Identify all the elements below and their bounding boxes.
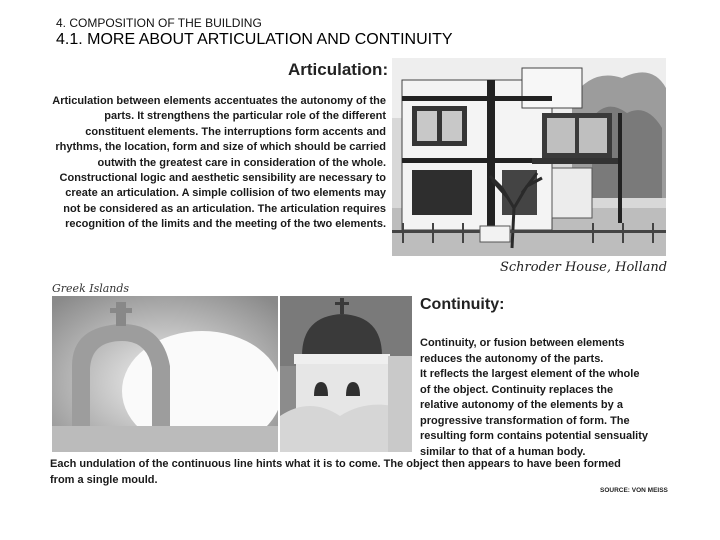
continuity-line: reduces the autonomy of the parts. — [420, 352, 604, 365]
greek-islands-caption: Greek Islands — [52, 282, 130, 295]
schroder-house-photo — [392, 58, 666, 256]
source-note: SOURCE: VON MEISS — [600, 487, 668, 494]
continuity-line: It reflects the largest element of the whole — [420, 368, 640, 380]
continuity-line: of the object. Continuity replaces the — [420, 383, 614, 396]
continuity-line: Continuity, or fusion between elements — [420, 337, 625, 349]
continuity-line: progressive transformation of form. The — [420, 414, 630, 427]
greek-arch-photo — [52, 296, 278, 452]
articulation-text: Articulation between elements accentuates the autonomy of the parts. It strengthens the particular role of the different constituent elements. The interruptions form accents and rhythms, the location, form and size of which should be carried outwith the greatest care in consideration of the whole. Constructional logic and aesthetic sensibility are necessary to create an articulation. A simple collision of two elements may not be considered as an articulation. The articulation requires recognition of the limits and the meeting of the two elements. — [52, 95, 386, 231]
schroder-house-caption: Schroder House, Holland — [500, 260, 668, 275]
articulation-heading: Articulation: — [288, 60, 389, 79]
continuity-summary-text — [50, 456, 680, 488]
continuity-text — [420, 336, 670, 460]
continuity-line: relative autonomy of the elements by a — [420, 399, 623, 411]
greek-chapel-photo — [280, 296, 412, 452]
slide-title: 4.1. MORE ABOUT ARTICULATION AND CONTINUITY — [56, 31, 453, 48]
summary-line: Each undulation of the continuous line hints what it is to come. The object then appears to have been formed — [50, 458, 621, 470]
summary-line: from a single mould. — [50, 474, 158, 486]
section-label: 4. COMPOSITION OF THE BUILDING — [56, 16, 262, 30]
continuity-line: resulting form contains potential sensuality — [420, 430, 648, 442]
continuity-heading: Continuity: — [420, 296, 505, 313]
continuity-line: similar to that of a human body. — [420, 445, 586, 458]
